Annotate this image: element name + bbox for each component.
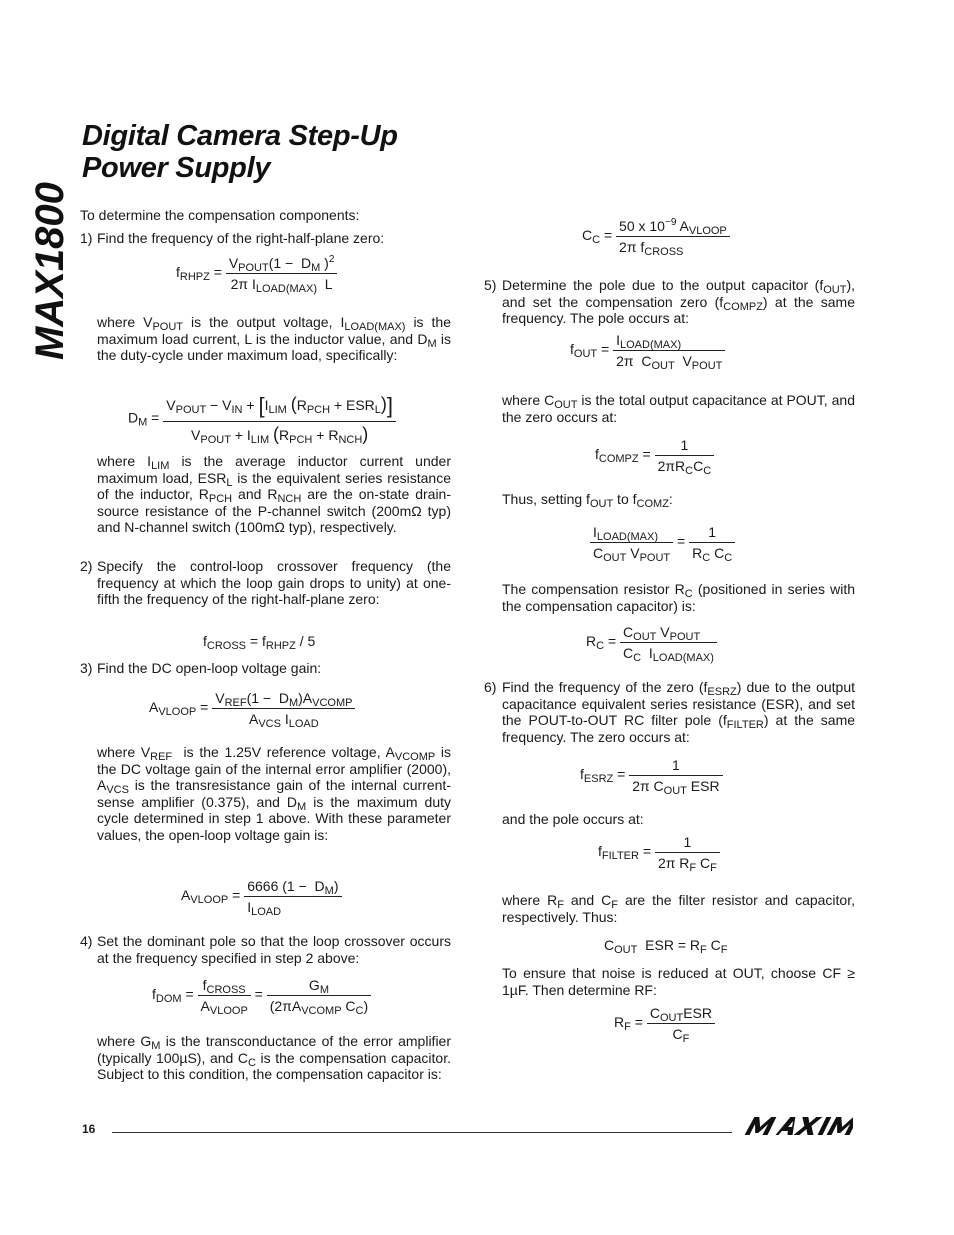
step2-number: 2) <box>80 558 93 574</box>
step3-number: 3) <box>80 660 93 676</box>
step1-text: Find the frequency of the right-half-plane zero: <box>97 230 385 246</box>
equation-fesrz: $f_{ESRZ}$ = $\frac{1}{2\pi C_{OUT} ESR}$ <box>580 757 723 794</box>
title-line-2: Power Supply <box>82 152 271 184</box>
equation-fcross: $f_{CROSS} = f_{RHPZ} / 5$ <box>203 633 316 652</box>
where-ilim-text: where $I_{LIM}$ is the average inductor current under maximum load, $ESR_L$ is the equivalent series resistance of the inductor, $R_{PCH}$ and $R_{NCH}$ are the on-state drain-source resistance of the P-channel switch (200mΩ typ) and N-channel switch (100mΩ typ), respectively. <box>97 453 452 535</box>
intro-text: To determine the compensation components: <box>80 207 360 223</box>
equation-fcompz: $f_{COMPZ}$ = $\frac{1}{2\pi R_CC_C}$ <box>595 437 714 474</box>
equation-cc: $C_C$ = $\frac{50 x 10^{-9} A_{VLOOP}}{2\pi f_{CROSS}}$ <box>582 218 730 255</box>
equation-avloop-numeric: $A_{VLOOP}$ = $\frac{6666 (1 - D_M)}{I_{LOAD}}$ <box>181 878 342 915</box>
footer-rule <box>112 1132 732 1133</box>
where-cout-text: where $C_{OUT}$ is the total output capacitance at POUT, and the zero occurs at: <box>502 392 855 425</box>
thus-text: Thus, setting $f_{OUT}$ to $f_{COMZ}$: <box>502 491 673 510</box>
equation-ffilter: $f_{FILTER}$ = $\frac{1}{2\pi R_F C_F}$ <box>598 834 720 871</box>
where-rf-text: where $R_F$ and $C_F$ are the filter resistor and capacitor, respectively. Thus: <box>502 892 855 925</box>
page-number: 16 <box>82 1122 96 1136</box>
side-part-number: MAX1800 <box>28 182 72 360</box>
where-vref-text: where $V_{REF}$ is the 1.25V reference voltage, $A_{VCOMP}$ is the DC voltage gain of the internal error amplifier (2000), $A_{VCS}$ is the transresistance gain of the internal current-sense amplifier (0.375), and $D_M$ is the maximum duty cycle determined in step 1 above. With these parameter values, the open-loop voltage gain is: <box>97 744 451 843</box>
equation-rf: $R_F$ = $\frac{C_{OUT}ESR}{C_F}$ <box>614 1005 715 1042</box>
equation-avloop: $A_{VLOOP}$ = $\frac{V_{REF}(1 - D_M)A_{VCOMP}}{A_{VCS} I_{LOAD}}$ <box>149 690 355 727</box>
and-pole-text: and the pole occurs at: <box>502 811 644 827</box>
equation-dm: $D_M$ = $\frac{V_{POUT} - V_{IN} + [I_{LIM} (R_{PCH} + ESR_L)]}{V_{POUT} + I_{LIM} (R_{PCH} + R_{NCH})}$ <box>128 393 396 445</box>
equation-frhpz: $f_{RHPZ}$ = $\frac{V_{POUT}(1 - D_M )^2}{2\pi I_{LOAD(MAX)} L}$ <box>176 255 337 292</box>
step6-text: Find the frequency of the zero $(f_{ESRZ})$ due to the output capacitance equivalent series resistance (ESR), and set the POUT-to-OUT RC filter pole $(f_{FILTER})$ at the same frequency. The zero occurs at: <box>502 679 856 745</box>
maxim-logo <box>745 1115 853 1137</box>
where-gm-text: where $G_M$ is the transconductance of the error amplifier (typically 100µS), and $C_C$ is the compensation capacitor. Subject to this condition, the compensation capacitor is: <box>97 1033 451 1082</box>
step1-number: 1) <box>80 230 93 246</box>
step3-text: Find the DC open-loop voltage gain: <box>97 660 322 676</box>
where-vpout-text: where $V_{POUT}$ is the output voltage, $I_{LOAD(MAX)}$ is the maximum load current, L is the inductor value, and $D_M$ is the duty-cycle under maximum load, specifically: <box>97 314 451 363</box>
title-line-1: Digital Camera Step-Up <box>82 120 398 152</box>
equation-fdom: $f_{DOM}$ = $\frac{f_{CROSS}}{A_{VLOOP}}$ = $\frac{G_M}{(2\pi A_{VCOMP} C_C)}$ <box>152 977 371 1014</box>
step6-number: 6) <box>484 679 497 695</box>
step4-number: 4) <box>80 933 93 949</box>
step2-text: Specify the control-loop crossover frequency (the frequency at which the loop gain drops to unity) at one-fifth the frequency of the right-half-plane zero: <box>97 558 451 607</box>
equation-rc: $R_C$ = $\frac{C_{OUT} V_{POUT}}{C_C I_{LOAD(MAX)}}$ <box>586 624 717 661</box>
equation-fout: $f_{OUT}$ = $\frac{I_{LOAD(MAX)}}{2\pi C_{OUT} V_{POUT}}$ <box>570 332 725 369</box>
ensure-text: To ensure that noise is reduced at OUT, choose CF ≥ 1µF. Then determine RF: <box>502 965 855 998</box>
page-title <box>82 120 398 184</box>
equation-setting: $\frac{I_{LOAD(MAX)}}{C_{OUT} V_{POUT}}$ = $\frac{1}{R_C C_C}$ <box>590 524 735 561</box>
compensation-resistor-text: The compensation resistor $R_C$ (positioned in series with the compensation capacitor) is: <box>502 581 856 614</box>
step4-text: Set the dominant pole so that the loop crossover occurs at the frequency specified in step 2 above: <box>97 933 451 966</box>
equation-cout-esr: $C_{OUT}$ ESR = $R_F$ $C_F$ <box>604 937 728 956</box>
step5-text: Determine the pole due to the output capacitor $(f_{OUT})$, and set the compensation zero $(f_{COMPZ})$ at the same frequency. The pole occurs at: <box>502 277 855 326</box>
step5-number: 5) <box>484 277 497 293</box>
